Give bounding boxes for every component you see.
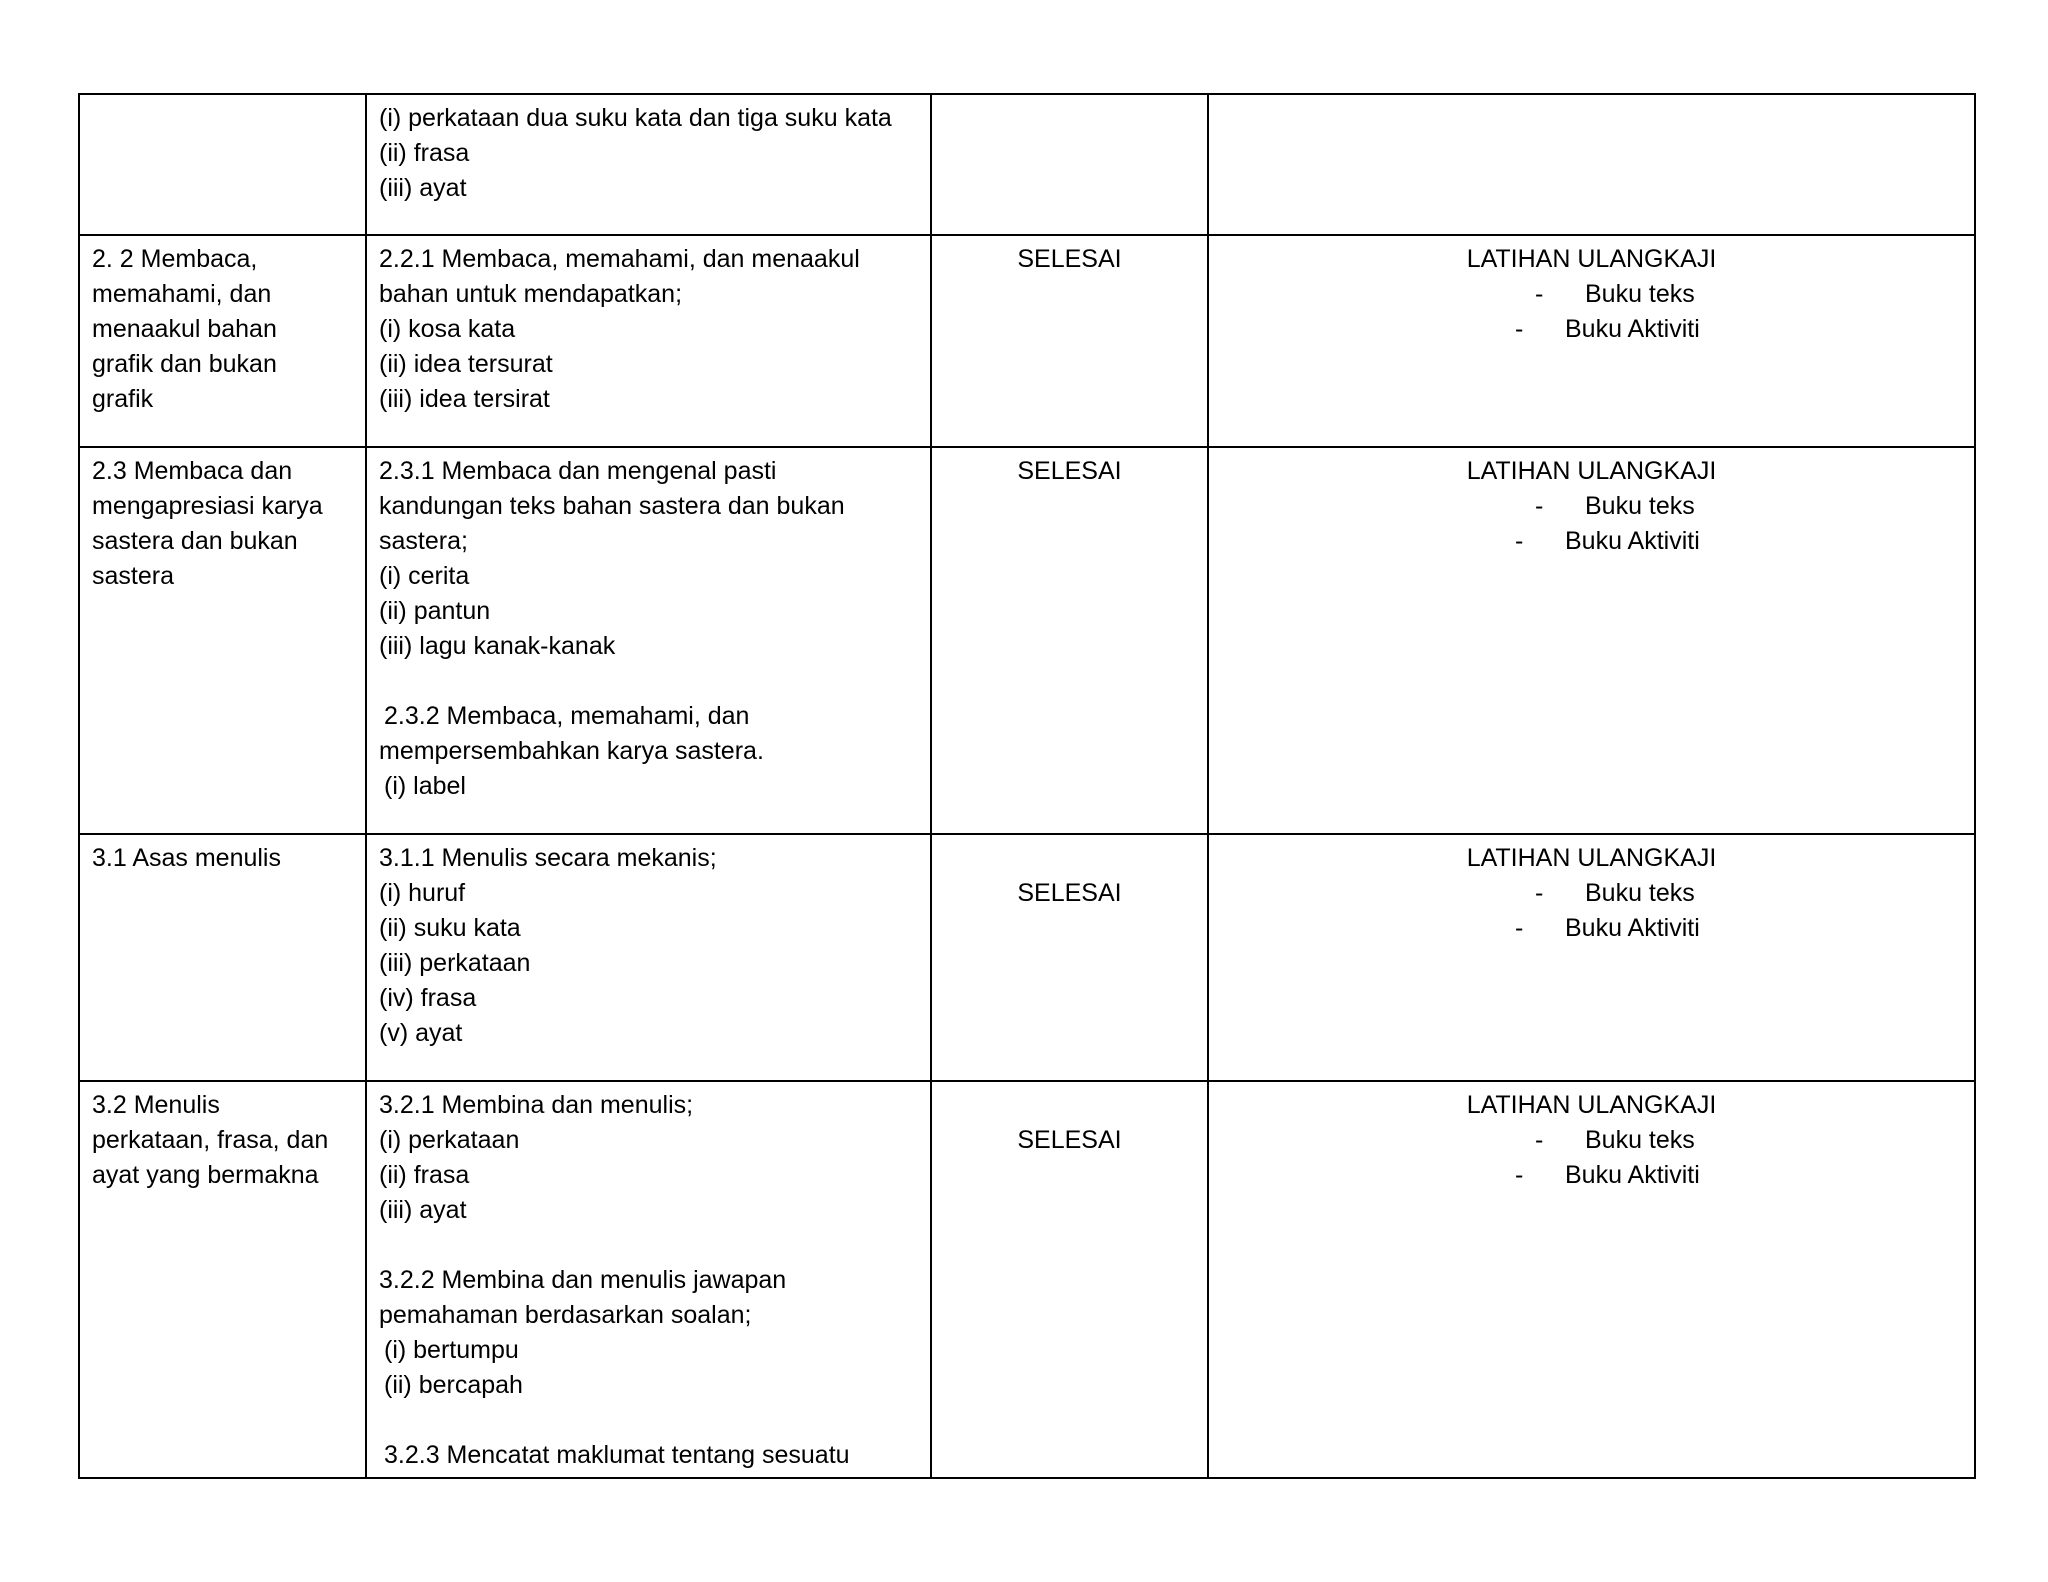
content-line: 2.3.2 Membaca, memahami, dan: [384, 702, 750, 730]
activity-cell: [1208, 94, 1975, 235]
activity-title: LATIHAN ULANGKAJI: [1466, 844, 1717, 872]
content-line: (i) perkataan dua suku kata dan tiga suku kata: [379, 104, 892, 132]
table-row: [79, 94, 1975, 235]
activity-item: [1221, 524, 1962, 559]
activity-item-label: Buku Aktiviti: [1565, 527, 1700, 555]
bullet-dash: -: [1535, 492, 1544, 520]
status-cell: [931, 834, 1208, 1081]
content-line: (ii) idea tersurat: [379, 350, 553, 378]
content-line: (i) huruf: [379, 879, 466, 907]
content-line: (i) perkataan: [379, 1126, 520, 1154]
bullet-dash: -: [1515, 315, 1524, 343]
content-line: (i) bertumpu: [384, 1336, 519, 1364]
standard-line: grafik: [92, 385, 154, 413]
activity-cell: [1208, 834, 1975, 1081]
table-row: [79, 447, 1975, 834]
standard-cell: [79, 1081, 366, 1478]
standard-line: menaakul bahan: [92, 315, 277, 343]
activity-item: [1221, 1158, 1962, 1193]
activity-item-label: Buku teks: [1585, 492, 1695, 520]
activity-title: LATIHAN ULANGKAJI: [1466, 1091, 1717, 1119]
status-label: SELESAI: [1017, 1126, 1122, 1154]
content-cell: [366, 1081, 931, 1478]
content-line: pemahaman berdasarkan soalan;: [379, 1301, 752, 1329]
content-line: 3.2.2 Membina dan menulis jawapan: [379, 1266, 787, 1294]
content-line: (i) cerita: [379, 562, 470, 590]
standard-cell: [79, 447, 366, 834]
standard-line: 2.3 Membaca dan: [92, 457, 293, 485]
status-label: SELESAI: [1017, 245, 1122, 273]
bullet-dash: -: [1535, 1126, 1544, 1154]
content-line: (iii) ayat: [379, 174, 467, 202]
activity-item-label: Buku Aktiviti: [1565, 315, 1700, 343]
bullet-dash: -: [1515, 914, 1524, 942]
standard-cell: [79, 235, 366, 447]
table-row: [79, 1081, 1975, 1478]
status-label: SELESAI: [1017, 879, 1122, 907]
activity-cell: [1208, 235, 1975, 447]
content-line: (iii) lagu kanak-kanak: [379, 632, 616, 660]
content-cell: [366, 834, 931, 1081]
standard-line: perkataan, frasa, dan: [92, 1126, 329, 1154]
paragraph-gap: [379, 1403, 918, 1438]
activity-item-label: Buku teks: [1585, 1126, 1695, 1154]
content-line: 3.2.1 Membina dan menulis;: [379, 1091, 694, 1119]
activity-item-label: Buku Aktiviti: [1565, 1161, 1700, 1189]
content-line: (ii) bercapah: [384, 1371, 523, 1399]
standard-line: sastera: [92, 562, 174, 590]
table-row: [79, 834, 1975, 1081]
activity-item: [1221, 876, 1962, 911]
content-line: kandungan teks bahan sastera dan bukan: [379, 492, 845, 520]
bullet-dash: -: [1535, 879, 1544, 907]
status-cell: [931, 235, 1208, 447]
status-cell: [931, 1081, 1208, 1478]
activity-item: [1221, 911, 1962, 946]
status-label: SELESAI: [1017, 457, 1122, 485]
activity-item: [1221, 277, 1962, 312]
content-line: (iii) idea tersirat: [379, 385, 550, 413]
standard-line: 2. 2 Membaca,: [92, 245, 258, 273]
standard-line: mengapresiasi karya: [92, 492, 323, 520]
content-line: (ii) frasa: [379, 1161, 470, 1189]
content-line: 2.2.1 Membaca, memahami, dan menaakul: [379, 245, 860, 273]
bullet-dash: -: [1515, 1161, 1524, 1189]
table-row: [79, 235, 1975, 447]
content-line: (v) ayat: [379, 1019, 463, 1047]
content-line: 3.2.3 Mencatat maklumat tentang sesuatu: [384, 1441, 850, 1469]
status-cell: [931, 447, 1208, 834]
content-line: (i) label: [384, 772, 466, 800]
standard-line: memahami, dan: [92, 280, 272, 308]
standard-line: grafik dan bukan: [92, 350, 277, 378]
content-cell: [366, 94, 931, 235]
content-line: 3.1.1 Menulis secara mekanis;: [379, 844, 717, 872]
progress-table: [78, 93, 1976, 1479]
content-line: (i) kosa kata: [379, 315, 516, 343]
content-line: (iii) perkataan: [379, 949, 531, 977]
content-line: (iii) ayat: [379, 1196, 467, 1224]
content-line: (ii) suku kata: [379, 914, 521, 942]
content-line: 2.3.1 Membaca dan mengenal pasti: [379, 457, 777, 485]
standard-cell: [79, 834, 366, 1081]
activity-item: [1221, 312, 1962, 347]
status-cell: [931, 94, 1208, 235]
activity-item: [1221, 1123, 1962, 1158]
activity-item-label: Buku teks: [1585, 280, 1695, 308]
content-line: mempersembahkan karya sastera.: [379, 737, 764, 765]
standard-line: 3.1 Asas menulis: [92, 844, 281, 872]
bullet-dash: -: [1515, 527, 1524, 555]
bullet-dash: -: [1535, 280, 1544, 308]
standard-line: ayat yang bermakna: [92, 1161, 319, 1189]
standard-line: 3.2 Menulis: [92, 1091, 220, 1119]
activity-cell: [1208, 447, 1975, 834]
content-line: (ii) frasa: [379, 139, 470, 167]
activity-cell: [1208, 1081, 1975, 1478]
activity-title: LATIHAN ULANGKAJI: [1466, 245, 1717, 273]
standard-cell: [79, 94, 366, 235]
activity-item: [1221, 489, 1962, 524]
paragraph-gap: [379, 664, 918, 699]
content-line: (ii) pantun: [379, 597, 491, 625]
paragraph-gap: [379, 1228, 918, 1263]
activity-item-label: Buku teks: [1585, 879, 1695, 907]
content-cell: [366, 235, 931, 447]
content-line: sastera;: [379, 527, 468, 555]
content-line: bahan untuk mendapatkan;: [379, 280, 683, 308]
activity-title: LATIHAN ULANGKAJI: [1466, 457, 1717, 485]
activity-item-label: Buku Aktiviti: [1565, 914, 1700, 942]
standard-line: sastera dan bukan: [92, 527, 298, 555]
content-line: (iv) frasa: [379, 984, 477, 1012]
content-cell: [366, 447, 931, 834]
